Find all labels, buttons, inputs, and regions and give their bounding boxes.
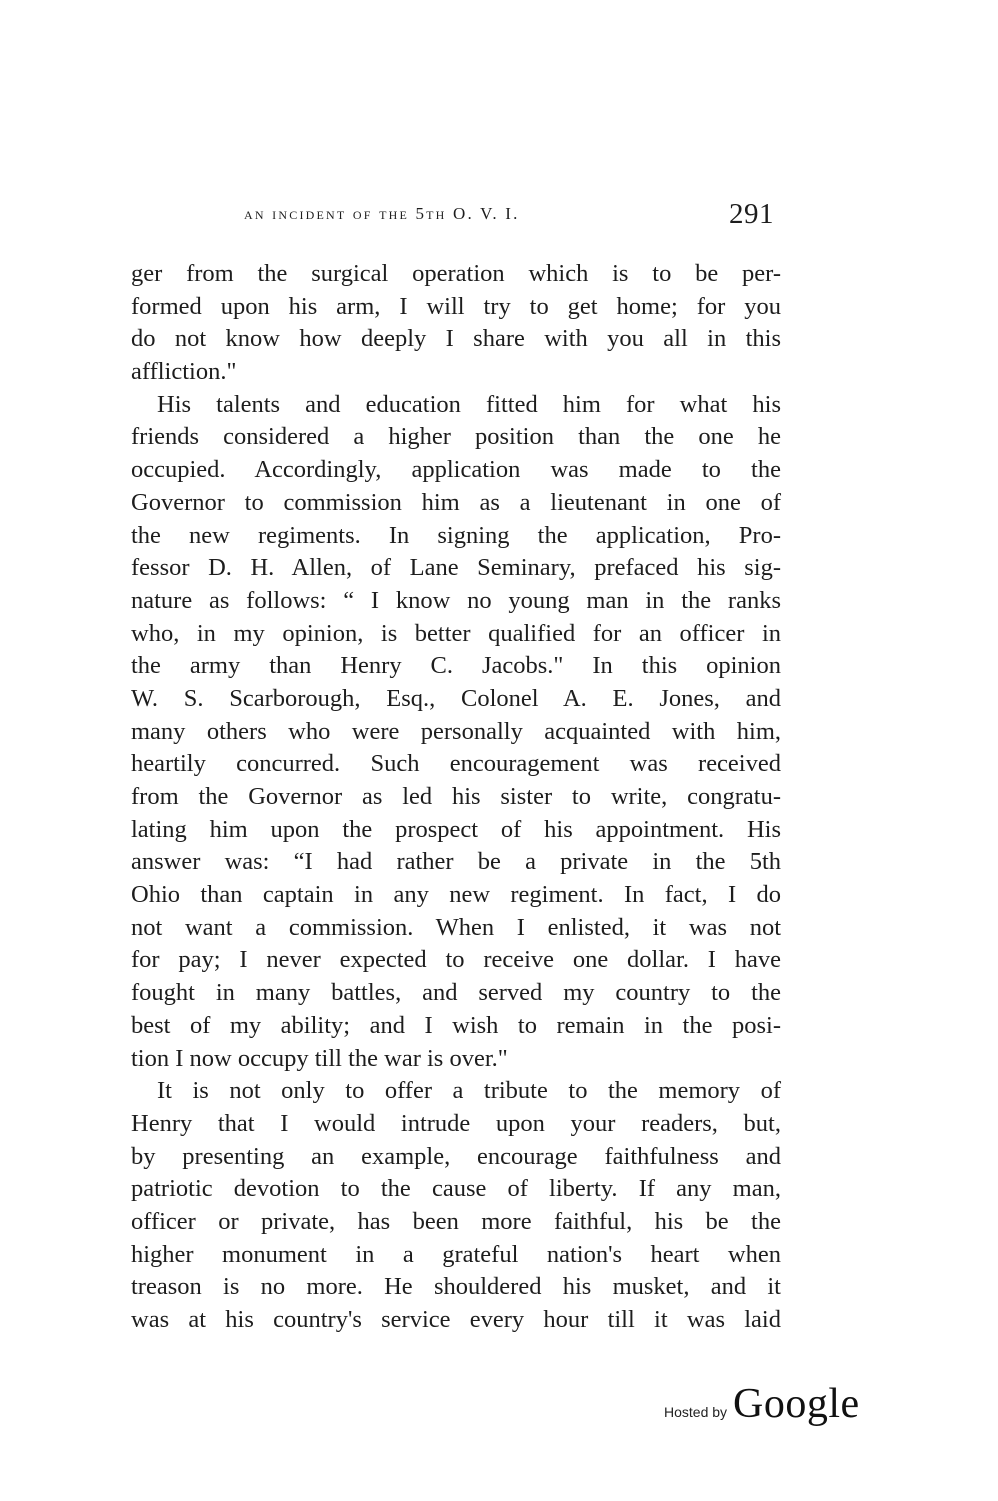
- text-line: affliction.": [131, 358, 237, 386]
- text-line: the new regiments. In signing the application, Pro-: [131, 521, 781, 549]
- text-line: officer or private, has been more faithful, his be the: [131, 1207, 781, 1235]
- hosted-by-watermark: [664, 1380, 874, 1440]
- text-line: answer was: “I had rather be a private in the 5th: [131, 848, 781, 876]
- hosted-by-label: Hosted by: [664, 1404, 728, 1420]
- text-line: It is not only to offer a tribute to the memory of: [157, 1077, 781, 1105]
- text-line: the army than Henry C. Jacobs." In this opinion: [131, 652, 781, 680]
- text-line: occupied. Accordingly, application was made to the: [131, 456, 781, 484]
- text-line: His talents and education fitted him for what his: [157, 390, 781, 418]
- text-line: many others who were personally acquainted with him,: [131, 717, 781, 745]
- text-line: W. S. Scarborough, Esq., Colonel A. E. Jones, and: [131, 684, 781, 712]
- text-line: higher monument in a grateful nation's heart when: [131, 1240, 781, 1268]
- running-head-regiment: 5th O. V. I.: [415, 204, 520, 223]
- text-line: Governor to commission him as a lieutenant in one of: [131, 488, 781, 516]
- running-head-title: an incident of the: [244, 204, 416, 223]
- text-line: do not know how deeply I share with you all in this: [131, 325, 781, 353]
- text-line: formed upon his arm, I will try to get home; for you: [131, 292, 781, 320]
- text-line: Ohio than captain in any new regiment. In fact, I do: [131, 881, 781, 909]
- text-line: fought in many battles, and served my country to the: [131, 979, 781, 1007]
- text-line: fessor D. H. Allen, of Lane Seminary, prefaced his sig-: [131, 554, 781, 582]
- text-line: treason is no more. He shouldered his musket, and it: [131, 1273, 781, 1301]
- text-line: lating him upon the prospect of his appointment. His: [131, 815, 781, 843]
- text-line: who, in my opinion, is better qualified for an officer in: [131, 619, 781, 647]
- text-line: patriotic devotion to the cause of liberty. If any man,: [131, 1175, 781, 1203]
- text-line: best of my ability; and I wish to remain in the posi-: [131, 1011, 781, 1039]
- text-line: tion I now occupy till the war is over.": [131, 1044, 508, 1072]
- google-logo: Google: [733, 1381, 860, 1427]
- text-line: heartily concurred. Such encouragement was received: [131, 750, 781, 778]
- page-number: 291: [729, 198, 774, 230]
- text-line: for pay; I never expected to receive one dollar. I have: [131, 946, 781, 974]
- text-line: was at his country's service every hour till it was laid: [131, 1306, 781, 1333]
- running-head: [244, 204, 664, 224]
- text-line: ger from the surgical operation which is to be per-: [131, 260, 781, 287]
- text-line: from the Governor as led his sister to write, congratu-: [131, 783, 781, 810]
- text-line: friends considered a higher position than the one he: [131, 423, 781, 451]
- body-text: [131, 258, 781, 1337]
- text-line: by presenting an example, encourage faithfulness and: [131, 1142, 781, 1170]
- text-line: nature as follows: “ I know no young man in the ranks: [131, 586, 781, 614]
- text-line: Henry that I would intrude upon your readers, but,: [131, 1109, 781, 1137]
- text-line: not want a commission. When I enlisted, it was not: [131, 913, 781, 941]
